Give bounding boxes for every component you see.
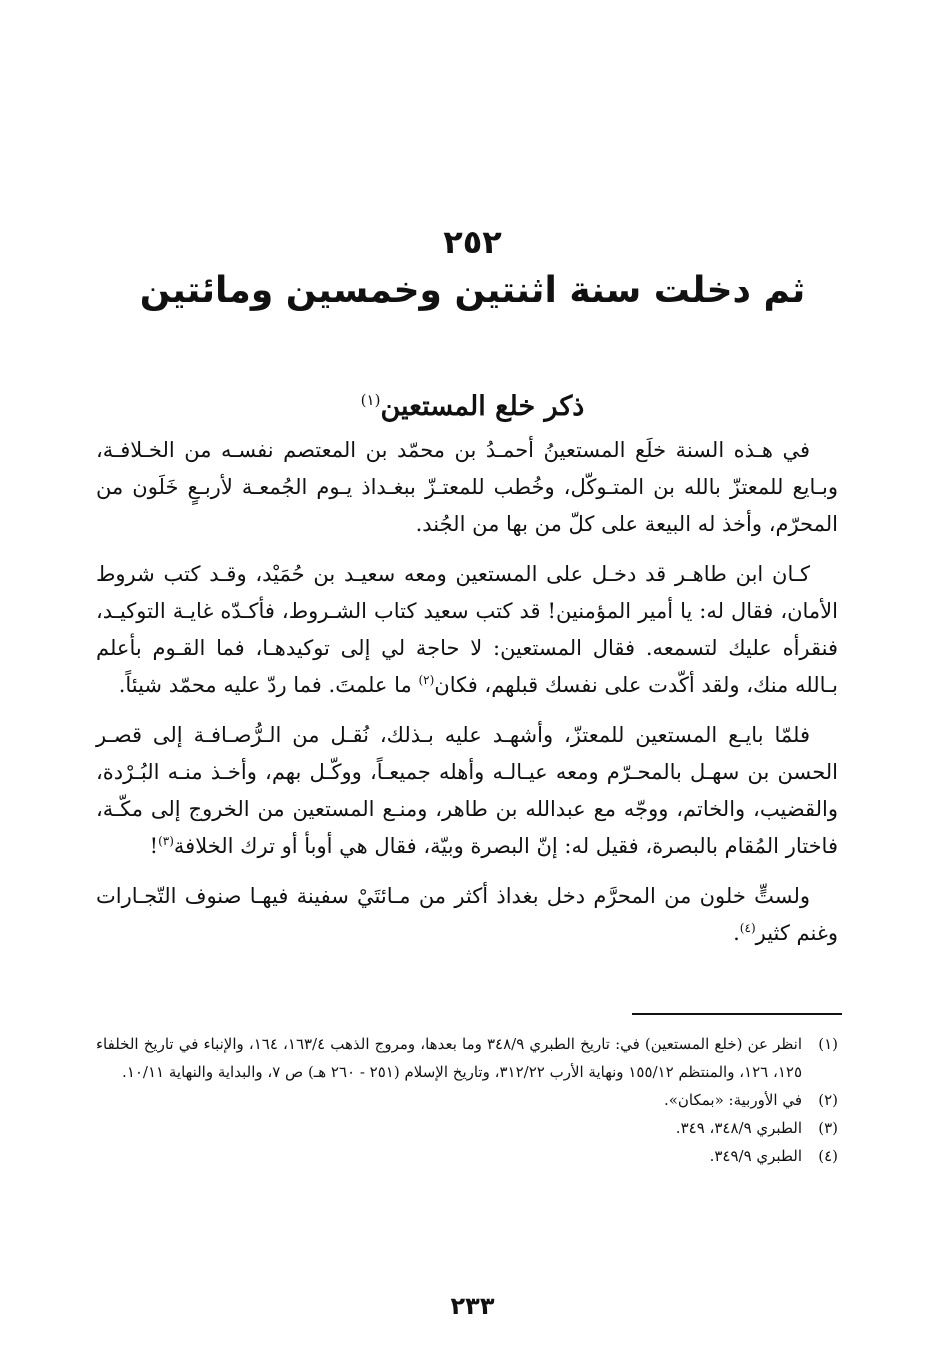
- footnotes: [96, 1030, 838, 1170]
- footnote-4: [96, 1142, 838, 1170]
- footnote-ref-3: (٣): [158, 834, 174, 848]
- paragraph-1: [96, 432, 838, 543]
- footnote-2: [96, 1086, 838, 1114]
- paragraph-2-end: ما علمتَ. فما ردّ عليه محمّد شيئاً.: [118, 673, 419, 697]
- paragraph-2-text: كـان ابن طاهـر قد دخـل على المستعين ومعه سعيـد بن حُمَيْد، وقـد كتب شروط الأمان، فقال له: يا أمير المؤمنين! قد كتب سعيد كتاب الشـروط، فأكـدّه غايـة التوكيـد، فنقرأه عليك لتسمعه. فقال المستعين: لا حاجة لي إلى توكيدهـا، فما القـوم بأعلم بـالله منك، ولقد أكّدت على نفسك قبلهم، فكان: [96, 562, 838, 697]
- footnote-ref-4: (٤): [739, 921, 756, 935]
- page-number: ٢٣٣: [450, 1292, 495, 1320]
- footnote-ref-2: (٢): [418, 673, 435, 687]
- footnote-number: (٢): [818, 1091, 838, 1109]
- footnote-ref-1: (١): [360, 391, 381, 409]
- footnote-text: الطبري ٣٤٩/٩.: [709, 1147, 802, 1165]
- footnote-number: (١): [818, 1035, 838, 1053]
- footnote-text: الطبري ٣٤٨/٩، ٣٤٩.: [675, 1119, 802, 1137]
- footnote-divider: [632, 1013, 842, 1015]
- paragraph-4-end: .: [733, 921, 740, 945]
- footnote-text: انظر عن (خلع المستعين) في: تاريخ الطبري ٣٤٨/٩ وما بعدها، ومروج الذهب ١٦٣/٤، ١٦٤، والإنباء في تاريخ الخلفاء ١٢٥، ١٢٦، والمنتظم ١٥٥/١٢ ونهاية الأرب ٣١٢/٢٢، وتاريخ الإسلام (٢٥١ - ٢٦٠ هـ) ص ٧، والبداية والنهاية ١٠/١١.: [96, 1035, 803, 1081]
- paragraph-2: [96, 556, 838, 704]
- paragraph-3: [96, 717, 838, 865]
- paragraph-1-text: في هـذه السنة خلَع المستعينُ أحمـدُ بن محمّد بن المعتصم نفسـه من الخـلافـة، وبـايع للمعتزّ بالله بن المتـوكّل، وخُطب للمعتـزّ ببغـداذ يـوم الجُمعـة لأربـعٍ خَلَون من المحرّم، وأخذ له البيعة على كلّ من بها من الجُند.: [96, 438, 838, 536]
- footnote-3: [96, 1114, 838, 1142]
- section-heading-text: ذكر خلع المستعين: [380, 391, 585, 422]
- footnote-text: في الأوربية: «بمكان».: [663, 1091, 802, 1109]
- paragraph-3-end: !: [149, 834, 159, 858]
- paragraph-4: [96, 878, 838, 952]
- paragraph-4-text: ولستٍّ خلون من المحرَّم دخل بغداذ أكثر من مـائتَيْ سفينة فيهـا صنوف التّجـارات وغنم كثير: [96, 884, 838, 945]
- footnote-number: (٣): [818, 1119, 838, 1137]
- footnote-number: (٤): [818, 1147, 838, 1165]
- section-heading: [0, 380, 945, 427]
- footnote-1: [96, 1030, 838, 1086]
- year-number: ٢٥٢: [443, 223, 502, 261]
- chapter-title: ثم دخلت سنة اثنتين وخمسين ومائتين: [139, 270, 806, 311]
- body-text: [96, 432, 838, 965]
- paragraph-3-text: فلمّا بايـع المستعين للمعتزّ، وأشهـد عليه بـذلك، نُقـل من الـرُّصـافـة إلى قصـر الحسن بن سهـل بالمحـرّم ومعه عيـالـه وأهله جميعـاً، ووكّـل بهم، وأخـذ منـه البُـرْدة، والقضيب، والخاتم، ووجّه مع عبدالله بن طاهر، ومنـع المستعين من الخروج إلى مكّـة، فاختار المُقام بالبصرة، فقيل له: إنّ البصرة وبيّة، فقال هي أوبأ أو ترك الخلافة: [96, 723, 838, 858]
